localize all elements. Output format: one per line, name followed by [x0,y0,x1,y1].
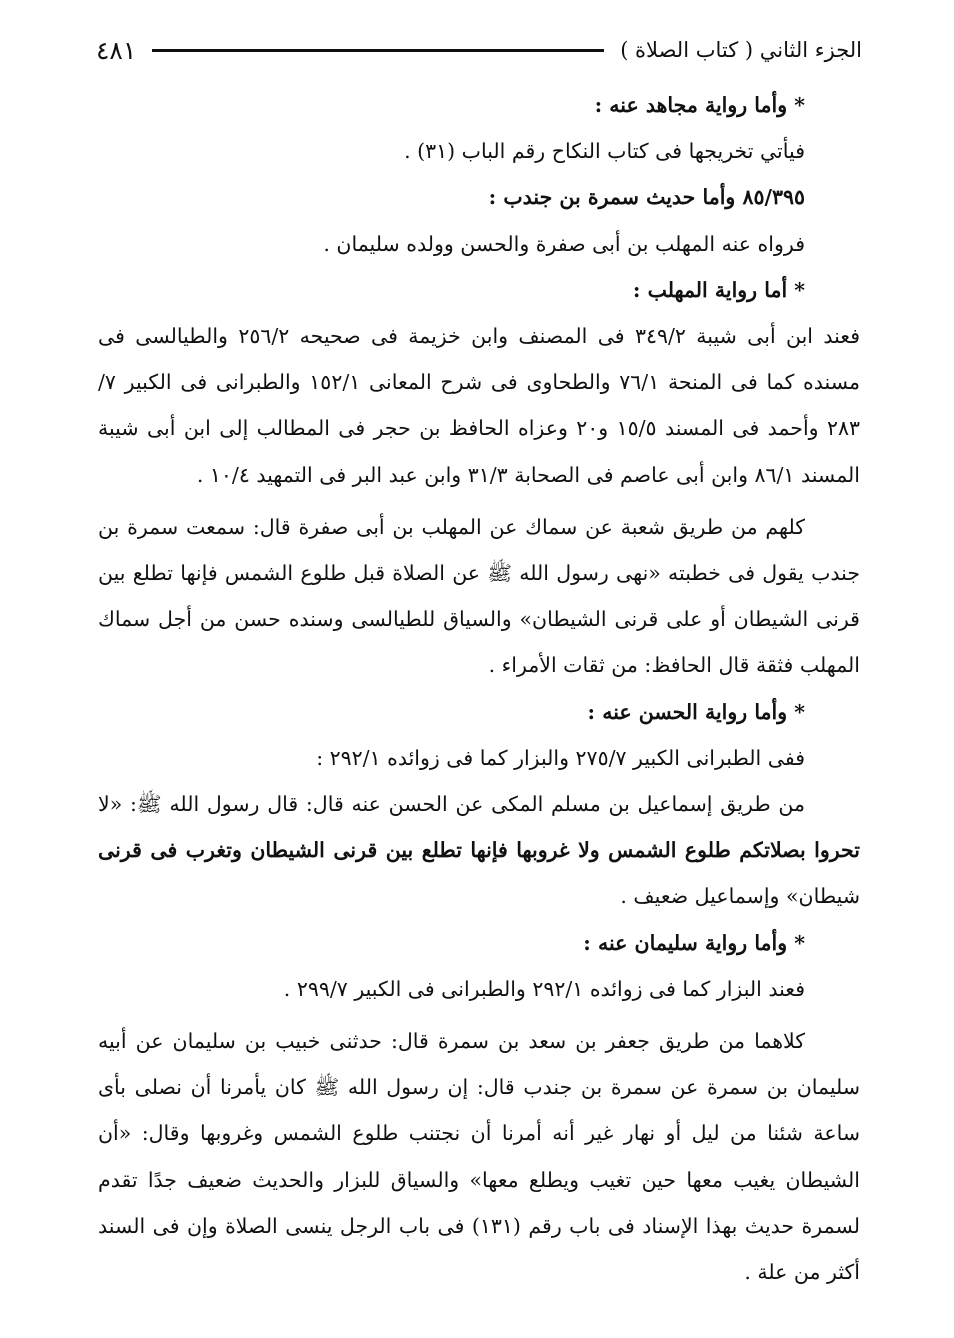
text-line: كلهم من طريق شعبة عن سماك عن المهلب بن أبى صفرة قال: سمعت سمرة بن [98,514,805,539]
text-line: جندب يقول فى خطبته «نهى رسول الله ﷺ عن الصلاة قبل طلوع الشمس فإنها تطلع بين [98,560,860,585]
section-heading: * وأما رواية الحسن عنه : [587,699,805,724]
text-line: أكثر من علة . [744,1259,860,1284]
text-line: الشيطان يغيب معها حين تغيب ويطلع معها» والسياق للبزار والحديث ضعيف جدًا تقدم [98,1167,860,1192]
text-line: ففى الطبرانى الكبير ٢٧٥/٧ والبزار كما فى زوائده ٢٩٢/١ : [316,745,805,770]
text-line: لسمرة حديث بهذا الإسناد فى باب رقم (١٣١) فى باب الرجل ينسى الصلاة وإن فى السند [98,1213,860,1238]
text-line: فعند ابن أبى شيبة ٣٤٩/٢ فى المصنف وابن خزيمة فى صحيحه ٢٥٦/٢ والطيالسى فى [98,324,860,349]
hadith-heading: ٨٥/٣٩٥ وأما حديث سمرة بن جندب : [488,185,805,210]
hadith-text-line: تحروا بصلاتكم طلوع الشمس ولا غروبها فإنها تطلع بين قرنى الشيطان وتغرب فى قرنى [98,838,860,863]
text-line: قرنى الشيطان أو على قرنى الشيطان» والسياق للطيالسى وسنده حسن من أجل سماك [98,607,860,632]
running-header [96,30,862,70]
text-line: ساعة شئنا من ليل أو نهار غير أنه أمرنا أن نجتنب طلوع الشمس وغروبها وقال: «أن [98,1121,860,1146]
section-heading: * وأما رواية سليمان عنه : [583,930,805,955]
text-line: شيطان» وإسماعيل ضعيف . [620,884,860,909]
text-line: سليمان بن سمرة عن سمرة بن جندب قال: إن رسول الله ﷺ كان يأمرنا أن نصلى بأى [98,1075,860,1100]
text-line: المهلب فثقة قال الحافظ: من ثقات الأمراء . [488,653,860,678]
section-heading: * أما رواية المهلب : [632,277,805,302]
text-line: مسنده كما فى المنحة ٧٦/١ والطحاوى فى شرح المعانى ١٥٢/١ والطبرانى فى الكبير ٧/ [98,370,860,395]
text-line: من طريق إسماعيل بن مسلم المكى عن الحسن عنه قال: قال رسول الله ﷺ: «لا [98,791,805,816]
text-line: ٢٨٣ وأحمد فى المسند ١٥/٥ و٢٠ وعزاه الحافظ بن حجر فى المطالب إلى ابن أبى شيبة [98,416,860,441]
page-body [98,82,860,1295]
header-rule [152,49,604,52]
page-number: ٤٨١ [96,35,137,65]
text-line: فرواه عنه المهلب بن أبى صفرة والحسن وولده سليمان . [323,231,805,256]
text-line: فعند البزار كما فى زوائده ٢٩٢/١ والطبرانى فى الكبير ٢٩٩/٧ . [283,976,805,1001]
text-line: فيأتي تخريجها فى كتاب النكاح رقم الباب (٣١) . [404,139,805,164]
text-line: كلاهما من طريق جعفر بن سعد بن سمرة قال: حدثنى خبيب بن سليمان عن أبيه [98,1028,805,1053]
section-heading: * وأما رواية مجاهد عنه : [594,93,805,117]
header-title: الجزء الثاني ( كتاب الصلاة ) [620,38,862,62]
text-line: المسند ٨٦/١ وابن أبى عاصم فى الصحابة ٣١/٣ وابن عبد البر فى التمهيد ١٠/٤ . [196,462,860,487]
